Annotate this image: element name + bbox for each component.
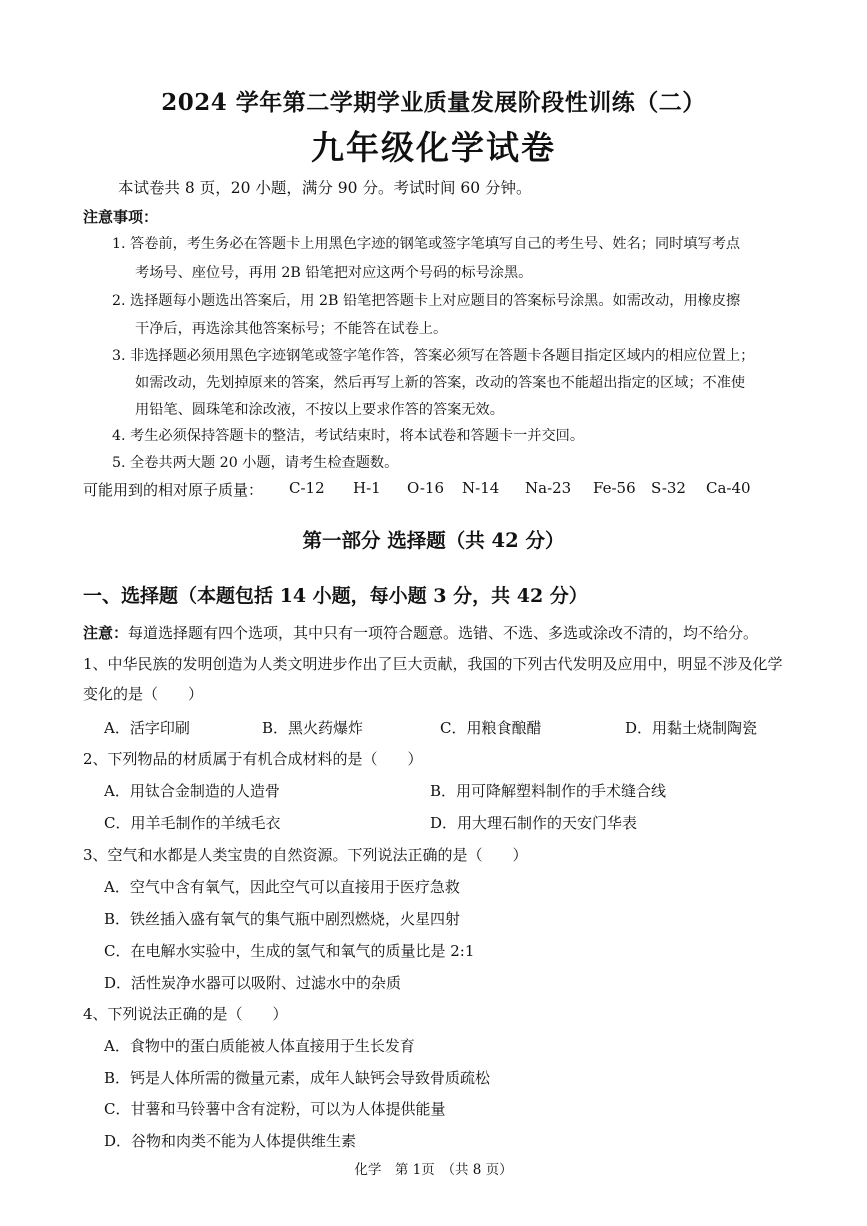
question-3-stem: 3、空气和水都是人类宝贵的自然资源。下列说法正确的是（ ）	[83, 846, 528, 864]
question-4-option-a: A．食物中的蛋白质能被人体直接用于生长发育	[104, 1037, 415, 1055]
section1-note-text: 每道选择题有四个选项，其中只有一项符合题意。选错、不选、多选或涂改不清的，均不给分。	[128, 624, 759, 642]
question-1-option-b: B．黑火药爆炸	[262, 719, 364, 737]
question-4-option-b: B．钙是人体所需的微量元素，成年人缺钙会导致骨质疏松	[104, 1069, 491, 1087]
section1-note-label: 注意：	[83, 624, 129, 642]
atomic-mass-item: H-1	[353, 479, 381, 497]
question-3-option-d: D．活性炭净水器可以吸附、过滤水中的杂质	[104, 974, 402, 992]
exam-title-line2: 九年级化学试卷	[311, 128, 556, 167]
atomic-mass-label: 可能用到的相对原子质量：	[83, 481, 264, 499]
atomic-mass-item: Fe-56	[593, 479, 636, 497]
question-2-stem: 2、下列物品的材质属于有机合成材料的是（ ）	[83, 750, 423, 768]
exam-title-line1: 2024 学年第二学期学业质量发展阶段性训练（二）	[161, 89, 706, 116]
question-2-option-d: D．用大理石制作的天安门华表	[430, 814, 638, 832]
atomic-mass-item: Ca-40	[706, 479, 751, 497]
section1-note	[83, 622, 758, 643]
notice-line: 5. 全卷共两大题 20 小题，请考生检查题数。	[112, 455, 399, 471]
notice-line: 考场号、座位号，再用 2B 铅笔把对应这两个号码的标号涂黑。	[135, 265, 533, 281]
atomic-mass-item: O-16	[407, 479, 445, 497]
atomic-mass-item: C-12	[289, 479, 325, 497]
notice-line: 1. 答卷前，考生务必在答题卡上用黑色字迹的钢笔或签字笔填写自己的考生号、姓名；同时填写考点	[112, 236, 741, 252]
notice-heading: 注意事项：	[83, 208, 159, 226]
atomic-mass-item: N-14	[462, 479, 500, 497]
question-3-option-c: C．在电解水实验中，生成的氢气和氧气的质量比是 2:1	[104, 942, 475, 960]
question-3-option-b: B．铁丝插入盛有氧气的集气瓶中剧烈燃烧，火星四射	[104, 910, 461, 928]
notice-line: 2. 选择题每小题选出答案后，用 2B 铅笔把答题卡上对应题目的答案标号涂黑。如需改动，用橡皮擦	[112, 293, 741, 309]
question-4-option-c: C．甘薯和马铃薯中含有淀粉，可以为人体提供能量	[104, 1100, 446, 1118]
question-1-stem: 1、中华民族的发明创造为人类文明进步作出了巨大贡献，我国的下列古代发明及应用中，明显不涉及化学	[83, 655, 783, 673]
section1-title: 一、选择题（本题包括 14 小题，每小题 3 分，共 42 分）	[83, 585, 588, 607]
atomic-mass-line	[83, 479, 263, 500]
page-footer: 化学 第 1页 （共 8 页）	[354, 1162, 513, 1178]
question-1-option-d: D．用黏土烧制陶瓷	[625, 719, 758, 737]
notice-line: 4. 考生必须保持答题卡的整洁，考试结束时，将本试卷和答题卡一并交回。	[112, 428, 585, 444]
notice-line: 干净后，再选涂其他答案标号；不能答在试卷上。	[135, 321, 448, 337]
question-2-option-c: C．用羊毛制作的羊绒毛衣	[104, 814, 281, 832]
question-4-option-d: D．谷物和肉类不能为人体提供维生素	[104, 1132, 357, 1150]
question-4-stem: 4、下列说法正确的是（ ）	[83, 1005, 288, 1023]
question-3-option-a: A．空气中含有氧气，因此空气可以直接用于医疗急救	[104, 878, 460, 896]
question-2-option-a: A．用钛合金制造的人造骨	[104, 782, 280, 800]
atomic-mass-item: Na-23	[525, 479, 572, 497]
part1-title: 第一部分 选择题（共 42 分）	[302, 529, 565, 552]
atomic-mass-item: S-32	[651, 479, 686, 497]
exam-intro: 本试卷共 8 页，20 小题，满分 90 分。考试时间 60 分钟。	[118, 179, 532, 197]
notice-line: 如需改动，先划掉原来的答案，然后再写上新的答案，改动的答案也不能超出指定的区域；不准使	[135, 375, 746, 391]
question-1-option-c: C．用粮食酿醋	[440, 719, 542, 737]
notice-line: 用铅笔、圆珠笔和涂改液，不按以上要求作答的答案无效。	[135, 402, 504, 418]
question-1-stem: 变化的是（ ）	[83, 685, 204, 703]
question-2-option-b: B．用可降解塑料制作的手术缝合线	[430, 782, 667, 800]
question-1-option-a: A．活字印刷	[104, 719, 190, 737]
notice-line: 3. 非选择题必须用黑色字迹钢笔或签字笔作答，答案必须写在答题卡各题目指定区域内的相应位置上；	[112, 348, 755, 364]
